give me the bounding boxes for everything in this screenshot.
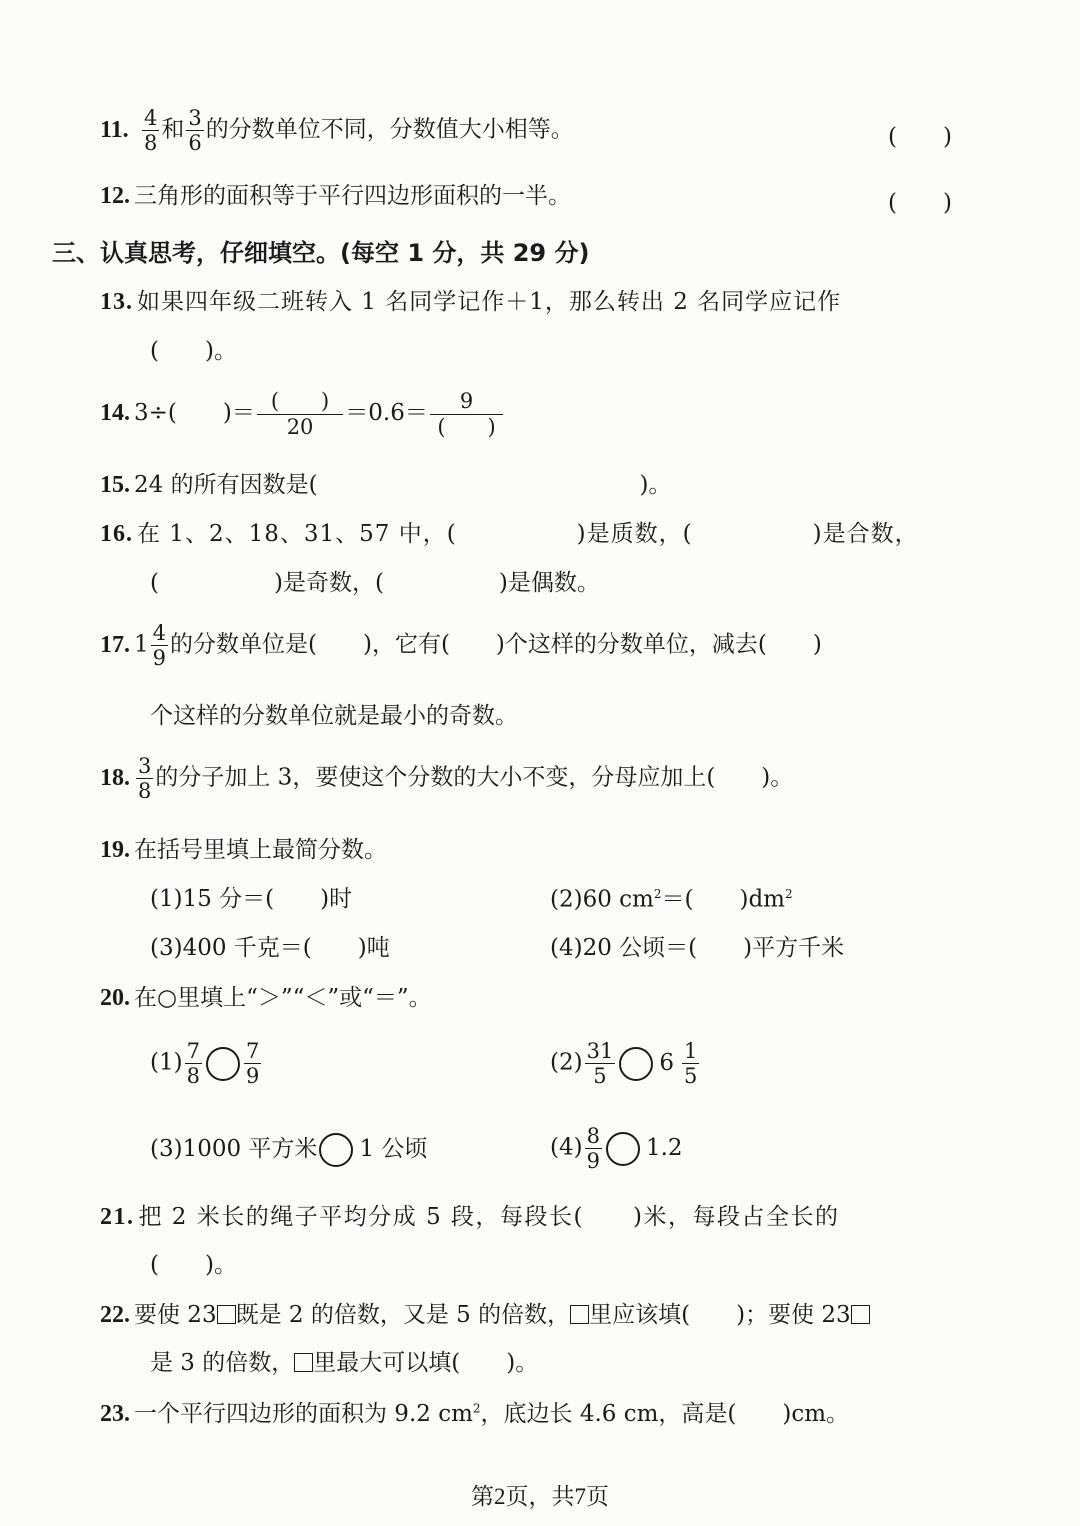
subitem-3[interactable]: (3)400 千克＝( )吨 (150, 935, 390, 961)
answer-line[interactable]: ( )。 (150, 1252, 237, 1278)
compare-circle[interactable] (606, 1132, 640, 1166)
whole-number: 6 (659, 1049, 674, 1076)
question-text[interactable]: 的分数单位是( )，它有( )个这样的分数单位，减去( ) (170, 631, 822, 658)
fraction: $\frac{1}{5}$ (683, 1039, 698, 1089)
page-footer: 第2页，共7页 (471, 1484, 609, 1509)
question-21 (100, 1205, 839, 1229)
question-text: 个这样的分数单位就是最小的奇数。 (150, 703, 518, 729)
question-22 (100, 1303, 870, 1327)
fraction: $\frac{4}{9}$ (152, 621, 167, 671)
item-label: (1) (150, 1049, 183, 1076)
whole-number: 1 (134, 631, 149, 658)
square-blank (294, 1353, 313, 1372)
fraction: $\frac{3}{8}$ (138, 754, 152, 804)
answer-blank[interactable]: ( ) (888, 124, 952, 150)
question-text[interactable]: 里最大可以填( )。 (313, 1350, 539, 1376)
compare-item-4 (550, 1125, 683, 1172)
question-text: 如果四年级二班转入 1 名同学记作＋1，那么转出 2 名同学应记作 (137, 289, 842, 315)
question-13 (100, 290, 841, 314)
question-number: 12. (100, 183, 130, 209)
question-text: 要使 23 (134, 1302, 217, 1328)
question-text: 既是 2 的倍数，又是 5 的倍数， (235, 1302, 571, 1328)
question-text[interactable]: 在 1、2、18、31、57 中，( )是质数，( )是合数， (137, 521, 919, 547)
compare-item-1 (150, 1040, 263, 1087)
question-text: 的分数单位不同，分数值大小相等。 (205, 116, 574, 143)
question-14 (100, 390, 505, 438)
item-label: (2) (550, 1049, 583, 1076)
square-blank (570, 1305, 589, 1324)
square-blank (851, 1305, 870, 1324)
question-number: 23. (100, 1401, 130, 1427)
compare-circle[interactable] (319, 1133, 353, 1167)
section-heading: 三、认真思考，仔细填空。(每空 1 分，共 29 分) (52, 239, 590, 267)
question-number: 17. (100, 631, 130, 658)
fraction: $\frac{7}{8}$ (186, 1039, 200, 1089)
question-18 (100, 755, 793, 802)
answer-line[interactable]: ( )是奇数，( )是偶数。 (150, 570, 600, 596)
question-text[interactable]: 把 2 米长的绳子平均分成 5 段，每段长( )米，每段占全长的 (138, 1204, 840, 1230)
compare-item-3 (150, 1133, 427, 1167)
text: 和 (161, 116, 185, 143)
expression[interactable]: 3÷( )＝ (134, 400, 255, 427)
fraction: $\frac{7}{9}$ (245, 1039, 260, 1089)
square-blank (217, 1305, 236, 1324)
subitem-4[interactable]: (4)20 公顷＝( )平方千米 (550, 935, 845, 961)
question-number: 19. (100, 837, 130, 863)
question-text[interactable]: 里应该填( )；要使 23 (589, 1302, 851, 1328)
fraction: $\frac{31}{5}$ (586, 1039, 614, 1089)
question-number: 22. (100, 1302, 130, 1328)
compare-item-2 (550, 1040, 701, 1087)
question-17 (100, 622, 822, 669)
subitem-text: (2)60 cm (550, 886, 654, 913)
question-text: 三角形的面积等于平行四边形面积的一半。 (134, 183, 571, 209)
question-text[interactable]: ，底边长 4.6 cm，高是( )cm。 (480, 1401, 850, 1427)
question-number: 14. (100, 400, 130, 427)
question-19 (100, 838, 387, 862)
question-number: 21. (100, 1204, 135, 1230)
item-label: (3)1000 平方米 (150, 1136, 318, 1162)
question-text: 在括号里填上最简分数。 (134, 837, 387, 863)
question-text: 在○里填上“＞”“＜”或“＝”。 (134, 985, 432, 1011)
question-15 (100, 473, 672, 497)
subitem-1[interactable]: (1)15 分＝( )时 (150, 886, 353, 912)
question-text: 是 3 的倍数， (150, 1350, 295, 1376)
compare-circle[interactable] (619, 1047, 653, 1081)
fraction: $\frac{3}{6}$ (188, 106, 202, 156)
question-16 (100, 522, 919, 546)
item-label: (4) (550, 1134, 583, 1161)
question-number: 11. (100, 116, 129, 143)
fraction: $\frac{8}{9}$ (586, 1124, 600, 1174)
answer-line[interactable]: ( )。 (150, 338, 237, 364)
fraction[interactable]: $\frac{9}{( )}$ (430, 390, 503, 438)
question-20 (100, 986, 432, 1010)
question-22-line2 (150, 1352, 538, 1375)
item-text: 1 公顷 (359, 1136, 428, 1162)
question-number: 16. (100, 521, 133, 547)
question-text: 一个平行四边形的面积为 9.2 cm (134, 1401, 473, 1427)
question-number: 20. (100, 985, 130, 1011)
question-number: 18. (100, 764, 130, 791)
fraction: $\frac{4}{8}$ (144, 106, 158, 156)
expression: ＝0.6＝ (345, 400, 428, 427)
question-text[interactable]: 的分子加上 3，要使这个分数的大小不变，分母应加上( )。 (155, 764, 794, 791)
compare-circle[interactable] (206, 1047, 240, 1081)
superscript: 2 (784, 887, 793, 901)
superscript: 2 (472, 1401, 481, 1416)
item-text: 1.2 (645, 1134, 683, 1161)
answer-blank[interactable]: ( ) (888, 190, 952, 216)
question-number: 15. (100, 472, 130, 498)
superscript: 2 (653, 887, 662, 901)
fraction[interactable]: $\frac{( )}{20}$ (257, 390, 343, 438)
question-11 (100, 107, 574, 154)
question-12 (100, 184, 571, 208)
question-text[interactable]: 24 的所有因数是( )。 (134, 472, 672, 498)
subitem-text: ＝( )dm (661, 886, 785, 913)
subitem-2[interactable] (550, 888, 793, 912)
question-23 (100, 1402, 849, 1426)
question-number: 13. (100, 289, 133, 315)
